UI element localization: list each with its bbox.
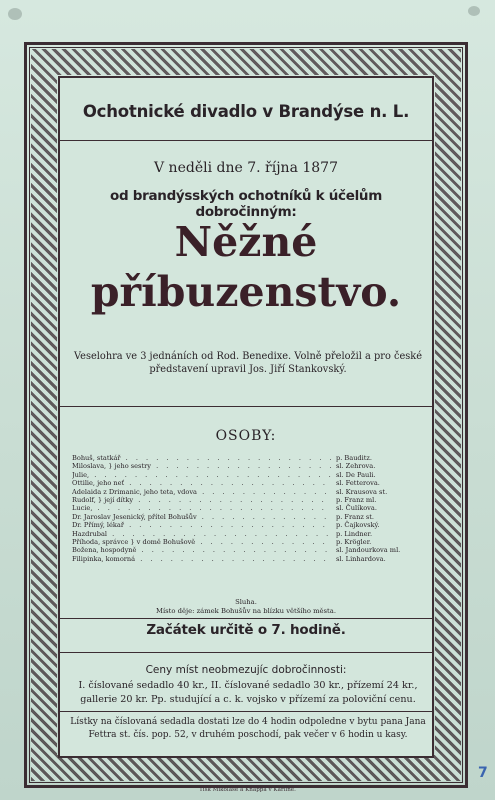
theatre-name: Ochotnické divadlo v Brandýse n. L. <box>82 102 410 121</box>
cast-actor: p. Franz st. <box>332 513 424 521</box>
cast-actor: sl. Zehrova. <box>332 462 424 470</box>
cast-row <box>72 454 424 462</box>
divider <box>60 406 432 407</box>
cast-row <box>72 538 424 546</box>
divider <box>60 652 432 653</box>
printer-imprint: Tisk Mikoláše a Knappa v Karlíně. <box>199 787 296 793</box>
ticket-sales-info: Lístky na číslovaná sedadla dostati lze do 4 hodin odpoledne v bytu pana Jana Fettra st. čís. pop. 52, v druhém poschodí, pak večer v 6 hodin u kasy. <box>70 717 426 740</box>
prices-heading: Ceny míst neobmezujíc dobročinnosti: <box>145 664 347 676</box>
play-title-line-2: příbuzenstvo. <box>90 268 402 316</box>
divider <box>60 711 432 712</box>
cast-role: Rudolf, } její dítky . . . <box>72 496 332 504</box>
cast-actor: sl. Čulíkova. <box>332 504 424 512</box>
corner-hole <box>8 8 22 20</box>
servant-role: Sluha. <box>235 598 257 606</box>
cast-role: Julie, . . . <box>72 471 332 479</box>
cast-actor: sl. De Pauli. <box>332 471 424 479</box>
cast-row <box>72 513 424 521</box>
cast-actor: p. Lindner. <box>332 530 424 538</box>
cast-role: Adelaida z Drimanic, jeho teta, vdova . . . <box>72 488 332 496</box>
cast-role: Miloslava, } jeho sestry . . . <box>72 462 332 470</box>
cast-role: Ottilie, jeho neť . . . <box>72 479 332 487</box>
cast-role: Lucie, . . . <box>72 504 332 512</box>
play-subtitle: Veselohra ve 3 jednáních od Rod. Benedixe. Volně přeložil a pro české představení upravil Jos. Jiří Stankovský. <box>73 351 423 375</box>
performance-date: V neděli dne 7. října 1877 <box>154 160 338 176</box>
cast-actor: p. Krögler. <box>332 538 424 546</box>
cast-actor: sl. Jandourkova ml. <box>332 546 424 554</box>
ticket-prices: I. číslované sedadlo 40 kr., II. číslované sedadlo 30 kr., přízemí 24 kr., gallerie 20 kr. Pp. studující a c. k. vojsko v přízemí za poloviční cenu. <box>78 680 418 705</box>
cast-role: Příhoda, správce } v domě Bohušově . . . <box>72 538 332 546</box>
cast-row <box>72 462 424 470</box>
corner-hole <box>468 6 480 16</box>
performers-line: od brandýsských ochotníků k účelům dobročinným: <box>109 188 382 220</box>
poster-content-panel <box>58 76 434 758</box>
play-title-line-1: Něžné <box>174 218 318 266</box>
cast-actor: p. Bauditz. <box>332 454 424 462</box>
cast-actor: sl. Krausova st. <box>332 488 424 496</box>
cast-row <box>72 479 424 487</box>
cast-actor: p. Franz ml. <box>332 496 424 504</box>
cast-row <box>72 521 424 529</box>
cast-actor: sl. Linhardova. <box>332 555 424 563</box>
cast-role: Dr. Jaroslav Jesenický, přítel Bohušův . . . <box>72 513 332 521</box>
cast-actor: sl. Fetterova. <box>332 479 424 487</box>
cast-role: Filipinka, komorná . . . <box>72 555 332 563</box>
divider <box>60 618 432 619</box>
start-time: Začátek určitě o 7. hodině. <box>146 622 346 638</box>
cast-row <box>72 555 424 563</box>
setting-line: Místo děje: zámek Bohušův na blízku většího města. <box>156 607 336 615</box>
cast-row <box>72 488 424 496</box>
cast-list <box>72 454 424 563</box>
cast-row <box>72 471 424 479</box>
cast-actor: p. Čajkovský. <box>332 521 424 529</box>
cast-role: Bohuš, statkář . . . <box>72 454 332 462</box>
cast-role: Dr. Přímý, lékař . . . <box>72 521 332 529</box>
cast-row <box>72 546 424 554</box>
cast-row <box>72 504 424 512</box>
cast-heading: OSOBY: <box>215 428 277 444</box>
divider <box>60 140 432 141</box>
cast-role: Hazdrubal . . . <box>72 530 332 538</box>
cast-row <box>72 530 424 538</box>
handwritten-number: 7 <box>478 765 488 781</box>
cast-role: Božena, hospodyně . . . <box>72 546 332 554</box>
